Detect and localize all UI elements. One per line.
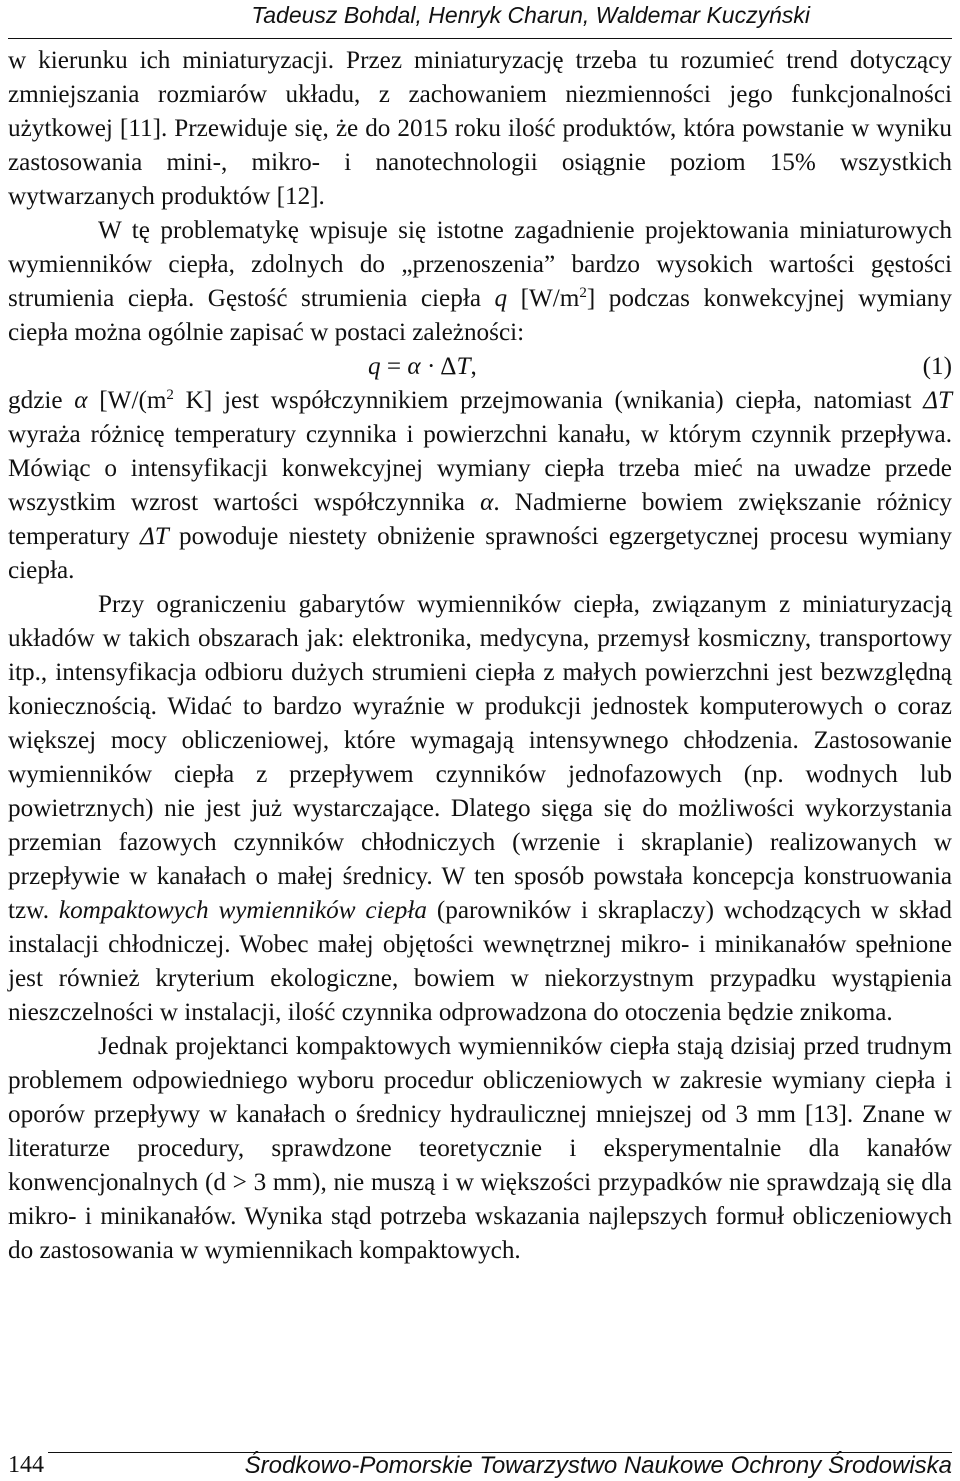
paragraph-4-italic-term: kompaktowych wymienników ciepła	[58, 897, 427, 924]
paragraph-3-text-e: . Nadmierne bowiem zwiększanie różnicy temperatury	[8, 489, 952, 550]
paragraph-2-text-c: ] podczas konwekcyjnej wymiany ciepła można ogólnie zapisać w postaci zależności:	[8, 285, 952, 346]
equation-comma: ,	[470, 353, 477, 380]
running-footer-journal: Środkowo-Pomorskie Towarzystwo Naukowe Ochrony Środowiska	[244, 1452, 952, 1479]
body-text	[8, 44, 952, 1268]
running-header-authors: Tadeusz Bohdal, Henryk Charun, Waldemar Kuczyński	[251, 2, 810, 28]
superscript-2: 2	[579, 285, 587, 301]
equation-1	[8, 350, 952, 384]
page-number: 144	[8, 1452, 44, 1478]
symbol-q: q	[494, 285, 508, 312]
header-rule	[8, 38, 952, 39]
paragraph-3-text-c: K] jest współczynnikiem przejmowania (wnikania) ciepła, natomiast	[185, 387, 912, 414]
symbol-alpha-2: α	[480, 489, 494, 516]
paragraph-2	[8, 214, 952, 350]
paragraph-4-text-b: (parowników i skraplaczy) wchodzących w skład instalacji chłodniczej. Wobec małej objętości wewnętrznej mikro- i minikanałów spełnione jest również kryterium ekologiczne, bowiem w niekorzystnym przypadku wystąpienia nieszczelności w instalacji, ilość czynnika odprowadzona do otoczenia będzie znikoma.	[8, 897, 953, 1026]
symbol-delta-t: ΔT	[923, 387, 953, 414]
symbol-alpha: α	[74, 387, 88, 414]
paragraph-1: w kierunku ich miniaturyzacji. Przez miniaturyzację trzeba tu rozumieć trend dotyczący zmniejszania rozmiarów układu, z zachowaniem niezmienności jego funkcjonalności użytkowej [11]. Przewiduje się, że do 2015 roku ilość produktów, która powstanie w wyniku zastosowania mini-, mikro- i nanotechnologii osiągnie poziom 15% wszystkich wytwarzanych produktów [12].	[8, 47, 952, 210]
equation-number: (1)	[922, 353, 952, 380]
paragraph-2-text-a: W tę problematykę wpisuje się istotne zagadnienie projektowania miniaturowych wymienników ciepła, zdolnych do „przenoszenia” bardzo wysokich wartości gęstości strumienia ciepła. Gęstość strumienia ciepła	[8, 217, 952, 312]
paragraph-3	[8, 384, 952, 588]
paragraph-2-text-b: [W/m	[520, 285, 580, 312]
superscript-2b: 2	[166, 387, 174, 403]
paragraph-3-text-d: wyraża różnicę temperatury czynnika i powierzchni kanału, w którym czynnik przepływa. Mówiąc o intensyfikacji konwekcyjnej wymiany ciepła trzeba mieć na uwadze przede wszystkim wzrost wartości współczynnika	[8, 421, 952, 516]
paragraph-3-text-a: gdzie	[8, 387, 63, 414]
equation-dot: ·	[426, 353, 436, 380]
equation-alpha: α	[407, 353, 421, 380]
paragraph-3-text-f: powoduje niestety obniżenie sprawności egzergetycznej procesu wymiany ciepła.	[8, 523, 952, 584]
equation-T: T	[456, 353, 471, 380]
equation-q: q	[368, 353, 381, 380]
symbol-delta-t-2: ΔT	[139, 523, 169, 550]
equation-expression	[368, 350, 477, 384]
paragraph-3-text-b: [W/(m	[99, 387, 167, 414]
paragraph-4	[8, 588, 952, 1030]
paragraph-4-text-a: Przy ograniczeniu gabarytów wymienników ciepła, związanym z miniaturyzacją układów w takich obszarach jak: elektronika, medycyna, przemysł kosmiczny, transportowy itp., intensyfikacja odbioru dużych strumieni ciepła z małych powierzchni jest bezwzględną koniecznością. Widać to bardzo wyraźnie w produkcji jednostek komputerowych o coraz większej mocy obliczeniowej, które wymagają intensywnego chłodzenia. Zastosowanie wymienników ciepła z przepływem czynników jednofazowych (np. wodnych lub powietrznych) nie jest już wystarczające. Dlatego sięga się do możliwości wykorzystania przemian fazowych czynników chłodniczych (wrzenie i skraplanie) realizowanych w przepływie w kanałach o małej średnicy. W ten sposób powstała koncepcja konstruowania tzw.	[8, 591, 952, 924]
equation-equals: =	[386, 353, 402, 380]
equation-delta: Δ	[440, 353, 457, 380]
paragraph-5: Jednak projektanci kompaktowych wymienników ciepła stają dzisiaj przed trudnym problemem odpowiedniego wyboru procedur obliczeniowych w zakresie wymiany ciepła i oporów przepływy w kanałach o średnicy hydraulicznej mniejszej od 3 mm [13]. Znane w literaturze procedury, sprawdzone teoretycznie i eksperymentalnie dla kanałów konwencjonalnych (d > 3 mm), nie muszą i w większości przypadków nie sprawdzają się dla mikro- i minikanałów. Wynika stąd potrzeba wskazania najlepszych formuł obliczeniowych do zastosowania w wymiennikach kompaktowych.	[8, 1033, 952, 1264]
